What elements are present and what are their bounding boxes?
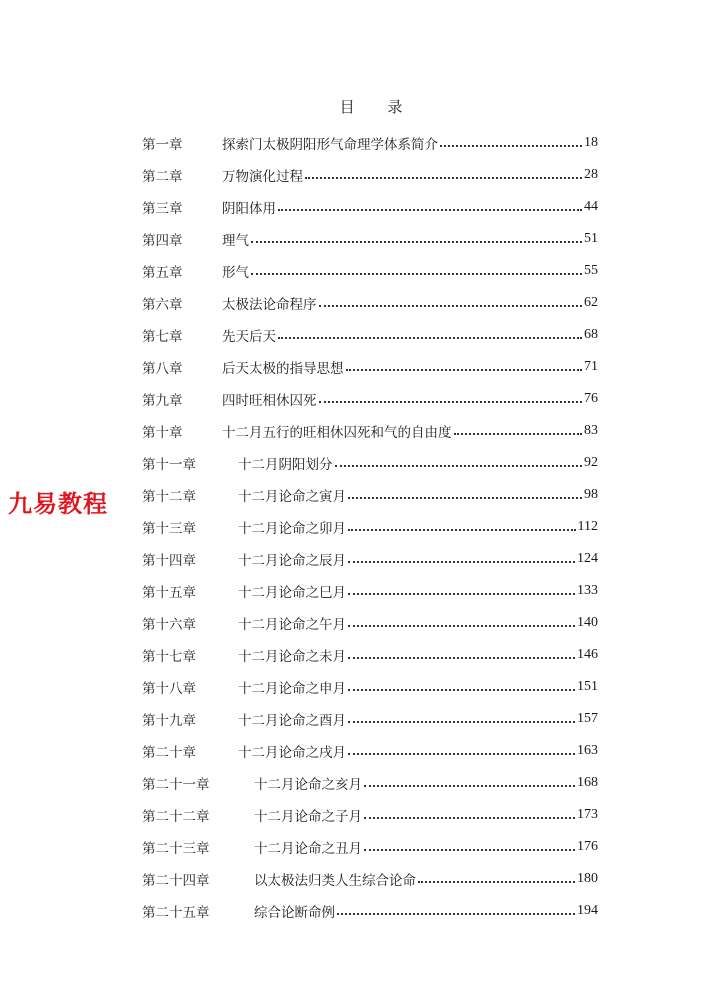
toc-chapter-label: 第二十四章: [142, 873, 210, 889]
toc-entry: [142, 575, 598, 607]
toc-entry: [142, 895, 598, 927]
table-of-contents: [142, 127, 598, 927]
toc-chapter-label: 第四章: [142, 233, 183, 249]
toc-entry-title: 形气: [222, 261, 249, 281]
toc-entry-title: 十二月论命之酉月: [238, 709, 346, 729]
toc-entry: [142, 735, 598, 767]
toc-dot-leader: [337, 913, 575, 915]
toc-dot-leader: [348, 497, 582, 499]
toc-entry-title: 十二月论命之丑月: [254, 837, 362, 857]
toc-entry: [142, 863, 598, 895]
toc-chapter-label: 第十三章: [142, 521, 196, 537]
toc-dot-leader: [251, 273, 582, 275]
toc-dot-leader: [348, 753, 575, 755]
toc-entry: [142, 543, 598, 575]
toc-dot-leader: [348, 561, 575, 563]
toc-entry: [142, 255, 598, 287]
toc-dot-leader: [319, 401, 583, 403]
toc-entry-title: 十二月论命之辰月: [238, 549, 346, 569]
toc-entry: [142, 703, 598, 735]
toc-chapter-label: 第十七章: [142, 649, 196, 665]
toc-entry-title: 十二月论命之午月: [238, 613, 346, 633]
toc-dot-leader: [364, 785, 575, 787]
toc-page-number: 157: [577, 711, 598, 726]
toc-entry-title: 十二月论命之未月: [238, 645, 346, 665]
toc-dot-leader: [418, 881, 575, 883]
toc-page-number: 194: [577, 903, 598, 918]
toc-page-number: 133: [577, 583, 598, 598]
toc-entry: [142, 127, 598, 159]
toc-page-number: 98: [584, 487, 598, 502]
toc-entry-title: 探索门太极阴阳形气命理学体系简介: [222, 133, 438, 153]
toc-entry-title: 后天太极的指导思想: [222, 357, 344, 377]
toc-entry-title: 十二月论命之子月: [254, 805, 362, 825]
toc-entry: [142, 447, 598, 479]
toc-dot-leader: [348, 657, 575, 659]
toc-page-number: 173: [577, 807, 598, 822]
toc-chapter-label: 第一章: [142, 137, 183, 153]
toc-dot-leader: [364, 817, 575, 819]
toc-entry-title: 理气: [222, 229, 249, 249]
toc-chapter-label: 第十五章: [142, 585, 196, 601]
toc-entry: [142, 223, 598, 255]
toc-entry: [142, 415, 598, 447]
toc-dot-leader: [348, 529, 576, 531]
toc-entry-title: 阴阳体用: [222, 197, 276, 217]
toc-chapter-label: 第二十一章: [142, 777, 210, 793]
toc-page-number: 146: [577, 647, 598, 662]
toc-dot-leader: [251, 241, 582, 243]
toc-page-number: 68: [584, 327, 598, 342]
toc-entry: [142, 287, 598, 319]
toc-chapter-label: 第六章: [142, 297, 183, 313]
toc-page-number: 28: [584, 167, 598, 182]
toc-chapter-label: 第十九章: [142, 713, 196, 729]
toc-chapter-label: 第五章: [142, 265, 183, 281]
toc-page-number: 76: [584, 391, 598, 406]
toc-chapter-label: 第二十三章: [142, 841, 210, 857]
toc-entry: [142, 319, 598, 351]
toc-entry: [142, 159, 598, 191]
toc-chapter-label: 第二十二章: [142, 809, 210, 825]
toc-page-number: 62: [584, 295, 598, 310]
toc-entry: [142, 607, 598, 639]
toc-entry: [142, 639, 598, 671]
toc-entry-title: 十二月论命之巳月: [238, 581, 346, 601]
toc-page-number: 83: [584, 423, 598, 438]
toc-dot-leader: [454, 433, 583, 435]
toc-entry-title: 十二月论命之申月: [238, 677, 346, 697]
toc-entry: [142, 479, 598, 511]
toc-dot-leader: [348, 593, 575, 595]
toc-entry: [142, 191, 598, 223]
toc-chapter-label: 第十一章: [142, 457, 196, 473]
toc-chapter-label: 第二章: [142, 169, 183, 185]
toc-entry: [142, 383, 598, 415]
toc-dot-leader: [346, 369, 583, 371]
toc-chapter-label: 第十八章: [142, 681, 196, 697]
toc-entry: [142, 799, 598, 831]
toc-page-number: 163: [577, 743, 598, 758]
toc-entry: [142, 831, 598, 863]
page-title: 目 录: [339, 98, 417, 116]
toc-entry-title: 十二月论命之寅月: [238, 485, 346, 505]
toc-entry-title: 太极法论命程序: [222, 293, 317, 313]
toc-entry-title: 以太极法归类人生综合论命: [254, 869, 416, 889]
toc-chapter-label: 第二十五章: [142, 905, 210, 921]
toc-entry-title: 先天后天: [222, 325, 276, 345]
toc-chapter-label: 第十二章: [142, 489, 196, 505]
toc-entry: [142, 351, 598, 383]
toc-dot-leader: [278, 337, 582, 339]
toc-entry-title: 十二月论命之戌月: [238, 741, 346, 761]
toc-entry-title: 十二月论命之卯月: [238, 517, 346, 537]
toc-page-number: 151: [577, 679, 598, 694]
toc-entry-title: 综合论断命例: [254, 901, 335, 921]
toc-dot-leader: [348, 689, 575, 691]
toc-entry-title: 四时旺相休囚死: [222, 389, 317, 409]
toc-entry: [142, 767, 598, 799]
toc-entry-title: 十二月论命之亥月: [254, 773, 362, 793]
toc-page-number: 18: [584, 135, 598, 150]
toc-page-number: 112: [577, 519, 598, 534]
toc-dot-leader: [278, 209, 582, 211]
toc-entry: [142, 511, 598, 543]
toc-chapter-label: 第十四章: [142, 553, 196, 569]
toc-page-number: 51: [584, 231, 598, 246]
toc-page-number: 92: [584, 455, 598, 470]
toc-chapter-label: 第十章: [142, 425, 183, 441]
toc-dot-leader: [348, 721, 575, 723]
toc-chapter-label: 第八章: [142, 361, 183, 377]
toc-entry-title: 万物演化过程: [222, 165, 303, 185]
toc-page-number: 55: [584, 263, 598, 278]
toc-dot-leader: [305, 177, 582, 179]
toc-entry: [142, 671, 598, 703]
watermark-text: 九易教程: [8, 490, 108, 518]
toc-page-number: 140: [577, 615, 598, 630]
toc-chapter-label: 第三章: [142, 201, 183, 217]
toc-page-number: 71: [584, 359, 598, 374]
toc-page-number: 180: [577, 871, 598, 886]
toc-chapter-label: 第二十章: [142, 745, 196, 761]
toc-entry-title: 十二月阴阳划分: [238, 453, 333, 473]
toc-dot-leader: [335, 465, 583, 467]
toc-entry-title: 十二月五行的旺相休囚死和气的自由度: [222, 421, 452, 441]
toc-dot-leader: [364, 849, 575, 851]
toc-page-number: 168: [577, 775, 598, 790]
toc-chapter-label: 第十六章: [142, 617, 196, 633]
toc-page-number: 124: [577, 551, 598, 566]
toc-dot-leader: [319, 305, 583, 307]
toc-page-number: 44: [584, 199, 598, 214]
toc-dot-leader: [348, 625, 575, 627]
toc-dot-leader: [440, 145, 582, 147]
toc-page-number: 176: [577, 839, 598, 854]
toc-chapter-label: 第七章: [142, 329, 183, 345]
toc-chapter-label: 第九章: [142, 393, 183, 409]
